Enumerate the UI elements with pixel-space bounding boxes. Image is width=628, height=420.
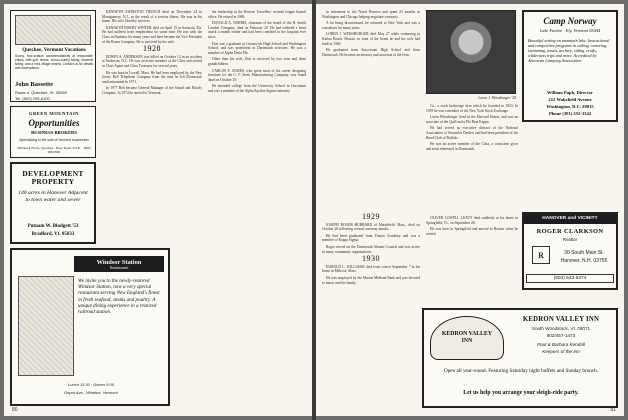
obituary-paragraph: Co., a stock brokerage firm which he founded in 1933. In 1959 he was a member of the New York Stock Exchange. [426, 104, 518, 113]
kedron-role: Keepers of the Inn [542, 349, 580, 354]
left-page [4, 4, 312, 416]
left-column-1-lower [176, 252, 202, 402]
left-column-2 [208, 10, 306, 410]
green-mountain-line2: Opportunities [28, 118, 80, 128]
obituary-paragraph: Other than his wife, Don is survived by two sons and three grandchildren. [208, 57, 306, 66]
kedron-valley-inn-ad [422, 308, 618, 408]
obituary-paragraph: EDWIN A. ANDERSON was killed on October 13 in an accident at Anderson, N.C. He was an active member of the Class and served as Class Agent and Class Treasurer for several years. [102, 54, 202, 68]
obituary-paragraph: He had served as executive director of the National Association of Securities Dealers and had been president of the Bond Club of Buffalo. [426, 126, 518, 140]
camp-norway-owner: William Paph, Director [547, 90, 593, 95]
roger-clarkson-phone: (603) 643-5374 [526, 274, 614, 283]
right-column-1 [322, 10, 420, 120]
photo-caption: Loren J. Weissburger '28 [478, 96, 516, 100]
camp-norway-location: Lake Fairlee · Ely, Vermont 05044 [539, 28, 601, 33]
quechee-illustration [15, 15, 91, 45]
windsor-body: We invite you to the newly-restored Windsor Station, now a very special restaurant serving New England's finest in fresh seafood, steaks and poultry. A unique dining experience in a restored railroad station. [78, 278, 160, 316]
obituary-paragraph: Loren Weissburger lived in the Harvard House, and was an associate of the Quill and a Phi Beta Kappa. [426, 115, 518, 124]
kedron-title: KEDRON VALLEY INN [522, 316, 600, 323]
development-body: 140 acres in Hanover Adjacent to town water and sewer [18, 190, 88, 203]
roger-clarkson-ad [522, 212, 618, 290]
obituary-paragraph: He graduated from Stuyvesant High School and from Dartmouth. He became an attorney and associate of the firm. [322, 48, 420, 57]
roger-clarkson-role: Realtor [562, 237, 578, 242]
year-heading-1929: 1929 [362, 212, 380, 221]
green-mountain-line1: GREEN MOUNTAIN [28, 111, 80, 116]
obituary-paragraph: KENNETH JOHNSTON TRENCH died on December 24 in Montgomery, N.J., as the result of a serious illness. He was in his home. His wife Dorothy survives. [102, 10, 202, 24]
year-heading-1928: 1928 [143, 44, 161, 54]
quechee-phone: Tel. (802) 295-6100 [15, 96, 50, 101]
obituary-paragraph: He was employed by the Marine Midland Bank and was devoted to music and his family. [322, 275, 420, 285]
quechee-body: Sunny, four-season accommodations at reasonable prices, with golf, tennis, cross-country skiing, downhill skiing, and a mini-village nearby. Contact us for details and reservations. [15, 54, 93, 70]
development-place: Bradford, Vt. 05033 [31, 232, 75, 237]
camp-norway-phone: Phone (301) 252-3342 [548, 111, 592, 116]
roger-clarkson-city: Hanover, N.H. 03755 [560, 258, 608, 264]
obituary-paragraph: CARLOS F. SYMES, who spent most of his career designing furniture for the C. F. Streit Manufacturing Company, was found dead on October 29. [208, 68, 306, 82]
kedron-sign [430, 316, 504, 360]
left-column-1 [102, 10, 202, 246]
green-mountain-tagline: Specializing in the sale of Vermont businesses [19, 138, 89, 142]
obituary-paragraph: JOSEPH ROGER HUBBARD of Marshfield, Mass., died on October 28 following several coronary attacks. [322, 222, 420, 232]
windsor-station-ad [10, 248, 170, 406]
development-contact: Putnam W. Blodgett '53 [27, 224, 79, 229]
obituary-paragraph: HAROLD L. WILLIAMS died from cancer September 7 at his home in Melrose, Mass. [322, 264, 420, 274]
roger-clarkson-header: HANOVER and VICINITY [524, 214, 616, 224]
quechee-address: Route 4, Quechee, Vt. 05059 [15, 90, 67, 95]
camp-norway-ad [522, 10, 618, 122]
windsor-station-illustration [18, 276, 74, 376]
right-column-1-lower [322, 212, 420, 408]
obituary-paragraph: He attended college from the University School in Cincinnati and was a member of the Alpha Epsilon Sigma fraternity. [208, 84, 306, 93]
obituary-paragraph: He had been graduated from Thayer Academy and was a member of Kappa Sigma. [322, 233, 420, 243]
kedron-tagline: Open all year-round. Featuring Saturday night buffets and Sunday brunch. [443, 368, 599, 374]
portrait-photo [426, 10, 516, 94]
obituary-paragraph: KENNETH EMERY WINTER died on April 15 in Sarasota, Fla. He had suffered from emphysema for some time. He was with the Class in Business for many years and later became the Vice President of the Bruen Company. He is survived by his wife. [102, 25, 202, 44]
quechee-title: Quechee, Vermont Vacations [22, 47, 86, 53]
obituary-paragraph: In 1977 Bob became General Manager of the Sound and Moody Company. In 1974 he moved to Vermont. [102, 86, 202, 95]
windsor-title: Windsor Station [96, 258, 142, 266]
green-mountain-ad [10, 106, 96, 158]
development-ad [10, 162, 96, 244]
realtor-logo-icon: R [532, 246, 550, 264]
quechee-ad [10, 10, 96, 102]
quechee-hotel: John Bassette [15, 81, 54, 88]
green-mountain-line3: BUSINESS BROKERS [31, 130, 77, 135]
obituary-paragraph: in retirement to the Naval Reserve and spent 23 months in Washington and Chicago helping negotiate contracts. [322, 10, 420, 19]
obituary-paragraph: OLIVER LOWELL LEAVY died suddenly at his home in Springfield, Vt., on September 28. [426, 216, 518, 225]
kedron-sign-text: KEDRON VALLEY INN [441, 331, 493, 344]
right-page-number: 81 [610, 407, 616, 413]
camp-norway-city: Washington, D.C. 20015 [546, 104, 594, 109]
kedron-closing: Let us help you arrange your sleigh-ride party. [463, 390, 579, 396]
roger-clarkson-name: ROGER CLARKSON [536, 228, 604, 235]
year-heading-1930: 1930 [362, 254, 380, 264]
camp-norway-body: Beautiful setting on mountain lake. Instructional and competitive programs in sailing, canoeing, swimming, tennis, archery, riding, crafts, wilderness trips and more. Accredited by American Camping Association. [528, 38, 610, 64]
green-mountain-contact: Michael & Pierre, Quechee · River Road, R.F.D. · (802) 295-5500 [17, 146, 91, 154]
camp-norway-title: Camp Norway [543, 16, 597, 26]
windsor-hours: Lunch 11:30 · Dinner 5:00 [68, 382, 114, 387]
windsor-subtitle: Restaurant [109, 265, 129, 270]
obituary-paragraph: the leadership in the Reuven Travellers' seventh league branch office. He retired in 1969. [208, 10, 306, 19]
obituary-paragraph: DONALD A. NORRIS, chairman of the board of the H. Smith Lumber Company, died on February 20. He had suffered a heart attack a month earlier and had been confined to the hospital ever since. [208, 21, 306, 39]
obituary-paragraph: He was born in Lowell, Mass. He had been employed by the New Jersey Bell Telephone Company from the time he left Dartmouth until retirement in 1971. [102, 70, 202, 84]
kedron-phone: 802/457-1473 [546, 333, 576, 338]
obituary-paragraph: A lot being discontinued, he returned to New York and was a consultant for many years. [322, 21, 420, 30]
roger-clarkson-address: 30 South Main St. [564, 250, 604, 256]
obituary-paragraph: He was born in Springfield and moved to Boston when he retired. [426, 227, 518, 236]
kedron-owners: Paul & Barbara Kendall [537, 342, 585, 347]
windsor-address: Depot Ave., Windsor, Vermont [64, 390, 118, 395]
right-column-2-lower [426, 216, 518, 302]
windsor-title-banner [74, 256, 164, 272]
left-page-number: 80 [12, 407, 18, 413]
obituary-paragraph: LOREN J. WEISSBURGER died May 27 while swimming in Kailua Beach, Hawaii, in front of the home he and his wife had built in 1966. [322, 32, 420, 46]
obituary-paragraph: He was an active member of the Class, a consistent giver and most interested in Dartmouth. [426, 142, 518, 151]
obituary-paragraph: Don was a graduate of Greenwich High School and Washington School, and was prominent in Dartmouth activities. He was a member of Alpha Delta Phi. [208, 41, 306, 55]
kedron-place: South Woodstock, Vt. 05071 [531, 326, 591, 331]
right-column-2 [426, 104, 518, 214]
development-title: DEVELOPMENT PROPERTY [22, 169, 84, 187]
right-page [316, 4, 624, 416]
camp-norway-address: 212 Wakefield Avenue [548, 97, 592, 102]
obituary-paragraph: Roger served on the Dartmouth Alumni Council and was active in many community organizations. [322, 244, 420, 254]
